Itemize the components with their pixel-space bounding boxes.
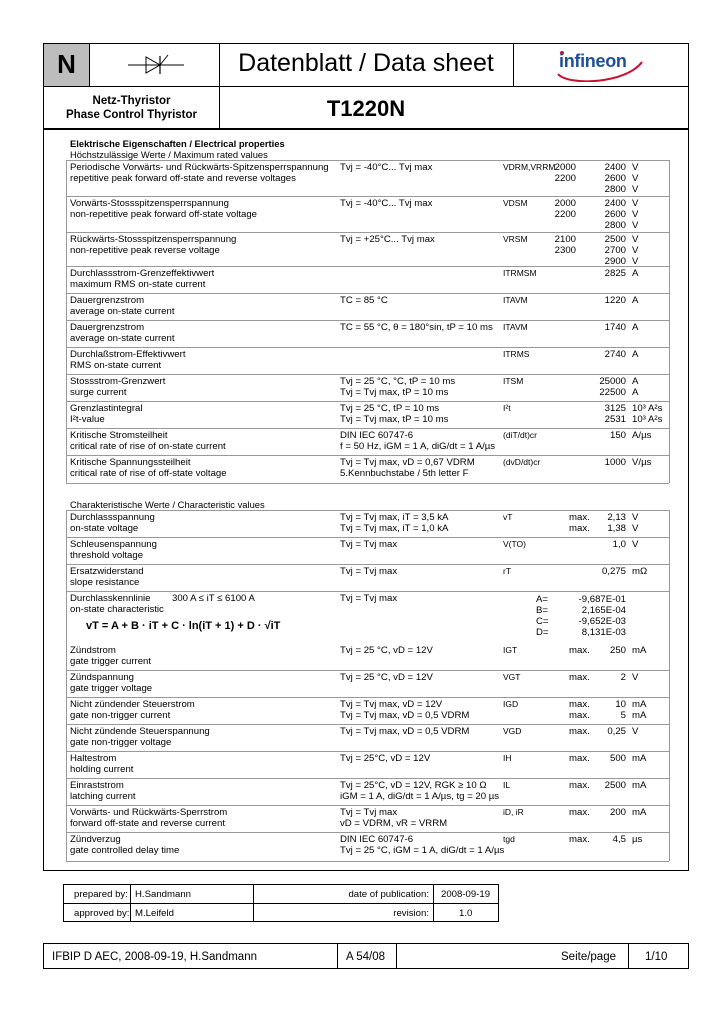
char-row-separator	[66, 751, 669, 752]
max-row-value: 2800	[604, 184, 626, 195]
max-row-min-value: 2200	[554, 173, 576, 184]
max-row-label-en: average on-state current	[70, 306, 175, 317]
char-row-unit: mA	[632, 753, 647, 764]
char-row-condition: Tvj = Tvj max	[340, 539, 398, 550]
char-row-condition: Tvj = Tvj max, vD = 12V	[340, 699, 443, 710]
max-row-unit: V	[632, 234, 639, 245]
char-row-minmax: max.	[569, 753, 590, 764]
char-row-symbol: IGT	[503, 645, 518, 655]
max-row-separator	[66, 374, 669, 375]
max-row-condition: Tvj = -40°C... Tvj max	[340, 198, 433, 209]
max-row-symbol: VRSM	[503, 234, 528, 244]
max-row-symbol: VDRM,VRRM	[503, 162, 556, 172]
max-row-unit: A/µs	[632, 430, 652, 441]
char-row-label-en: latching current	[70, 791, 136, 802]
char-row-symbol: VGT	[503, 672, 521, 682]
max-row-condition-2: 5.Kennbuchstabe / 5th letter F	[340, 468, 469, 479]
section-electrical: Elektrische Eigenschaften / Electrical properties	[70, 138, 285, 149]
coefficient-value: 2,165E-04	[581, 605, 626, 616]
max-row-unit: A	[632, 387, 639, 398]
char-row-minmax: max.	[569, 807, 590, 818]
char-row-label-en: gate non-trigger voltage	[70, 737, 172, 748]
char-row-unit: mA	[632, 645, 647, 656]
char-row-separator	[66, 724, 669, 725]
max-row-condition: Tvj = +25°C... Tvj max	[340, 234, 435, 245]
max-row-unit: V	[632, 245, 639, 256]
document-title: Datenblatt / Data sheet	[238, 49, 494, 77]
char-row-minmax: max.	[569, 726, 590, 737]
max-row-min-value: 2300	[554, 245, 576, 256]
max-row-condition: Tvj = 25 °C, °C, tP = 10 ms	[340, 376, 456, 387]
max-row-label-en: non-repetitive peak forward off-state voltage	[70, 209, 258, 220]
char-row-minmax: max.	[569, 512, 590, 523]
onstate-formula: vT = A + B · iT + C · ln(iT + 1) + D · √iT	[86, 620, 281, 632]
char-row-label-de: Nicht zündende Steuerspannung	[70, 726, 210, 737]
max-row-value: 2900	[604, 256, 626, 267]
max-row-separator	[66, 320, 669, 321]
coefficient-key: B=	[536, 605, 549, 616]
max-row-value: 2825	[604, 268, 626, 279]
max-row-label-en: non-repetitive peak reverse voltage	[70, 245, 220, 256]
approved-label: approved by:	[74, 908, 130, 919]
max-row-label-en: critical rate of rise of off-state voltage	[70, 468, 227, 479]
max-row-symbol: ITRMS	[503, 349, 530, 359]
char-row-unit: V	[632, 539, 639, 550]
char-row-condition-2: Tvj = 25 °C, iGM = 1 A, diG/dt = 1 A/µs	[340, 845, 505, 856]
char-row-minmax: max.	[569, 672, 590, 683]
char-row-label-de: Schleusenspannung	[70, 539, 157, 550]
char-row-symbol: IL	[503, 780, 511, 790]
char-table-right-edge	[669, 510, 670, 861]
max-row-unit: A	[632, 349, 639, 360]
max-row-value: 2531	[604, 414, 626, 425]
max-row-separator	[66, 232, 669, 233]
max-row-unit: V	[632, 173, 639, 184]
char-row-symbol: IH	[503, 753, 512, 763]
char-row-condition-2: vD = VDRM, vR = VRRM	[340, 818, 448, 829]
char-row-symbol: V(TO)	[503, 539, 526, 549]
onstate-label-en: on-state characteristic	[70, 604, 164, 615]
max-row-unit: A	[632, 295, 639, 306]
char-row-unit: mA	[632, 699, 647, 710]
max-row-separator	[66, 483, 669, 484]
max-row-condition: Tvj = -40°C... Tvj max	[340, 162, 433, 173]
char-row-condition: Tvj = Tvj max, iT = 3,5 kA	[340, 512, 449, 523]
footer-page-label: Seite/page	[561, 951, 616, 963]
char-row-symbol: IGD	[503, 699, 519, 709]
max-row-separator	[66, 266, 669, 267]
max-row-value: 3125	[604, 403, 626, 414]
char-row-separator	[66, 861, 669, 862]
char-row-separator	[66, 697, 669, 698]
max-row-separator	[66, 293, 669, 294]
char-row-unit: mΩ	[632, 566, 648, 577]
char-row-symbol: vT	[503, 512, 513, 522]
char-row-value: 1,0	[612, 539, 626, 550]
header-divider	[43, 86, 689, 87]
char-row-label-en: gate controlled delay time	[70, 845, 180, 856]
part-number: T1220N	[326, 96, 406, 121]
coefficient-key: C=	[536, 616, 549, 627]
max-row-symbol: ITRMSM	[503, 268, 537, 278]
footer-vline-3	[628, 943, 629, 969]
char-row-condition: Tvj = 25 °C, vD = 12V	[340, 645, 433, 656]
char-row-value: 10	[615, 699, 626, 710]
revision-label: revision:	[393, 908, 429, 919]
max-row-label-en: RMS on-state current	[70, 360, 162, 371]
char-row-condition-2: Tvj = Tvj max, iT = 1,0 kA	[340, 523, 449, 534]
char-row-label-de: Vorwärts- und Rückwärts-Sperrstrom	[70, 807, 228, 818]
char-row-separator	[66, 670, 669, 671]
char-row-value: 0,275	[601, 566, 626, 577]
max-row-label-de: Kritische Stromsteilheit	[70, 430, 168, 441]
max-row-value: 2740	[604, 349, 626, 360]
char-row-unit: V	[632, 523, 639, 534]
max-row-condition-2: Tvj = Tvj max, tP = 10 ms	[340, 387, 449, 398]
max-row-symbol: ITSM	[503, 376, 524, 386]
max-row-value: 2700	[604, 245, 626, 256]
max-row-value: 2500	[604, 234, 626, 245]
max-row-unit: 10³ A²s	[632, 403, 663, 414]
max-row-condition-2: f = 50 Hz, iGM = 1 A, diG/dt = 1 A/µs	[340, 441, 496, 452]
char-row-value: 500	[609, 753, 626, 764]
char-row-symbol: iD, iR	[503, 807, 524, 817]
char-row-unit: V	[632, 672, 639, 683]
max-row-symbol: VDSM	[503, 198, 528, 208]
char-row-minmax: max.	[569, 834, 590, 845]
char-row-condition: Tvj = 25°C, vD = 12V	[340, 753, 431, 764]
char-table-top-line	[66, 510, 669, 511]
char-row-minmax: max.	[569, 710, 590, 721]
max-row-separator	[66, 401, 669, 402]
max-row-condition: TC = 55 °C, θ = 180°sin, tP = 10 ms	[340, 322, 493, 333]
char-row-minmax: max.	[569, 523, 590, 534]
revision-value: 1.0	[459, 908, 473, 919]
coefficient-value: -9,687E-01	[578, 594, 626, 605]
char-row-minmax: max.	[569, 645, 590, 656]
approval-vline-1	[130, 884, 131, 922]
char-row-label-en: gate trigger current	[70, 656, 152, 667]
char-row-unit: µs	[632, 834, 643, 845]
max-row-label-en: average on-state current	[70, 333, 175, 344]
max-row-condition: TC = 85 °C	[340, 295, 388, 306]
max-row-condition-2: Tvj = Tvj max, tP = 10 ms	[340, 414, 449, 425]
char-row-symbol: rT	[503, 566, 512, 576]
char-row-label-en: threshold voltage	[70, 550, 144, 561]
char-row-unit: V	[632, 726, 639, 737]
max-row-unit: V/µs	[632, 457, 652, 468]
char-row-value: 250	[609, 645, 626, 656]
header-vline-3	[513, 43, 514, 86]
max-row-unit: 10³ A²s	[632, 414, 663, 425]
max-row-label-en: repetitive peak forward off-state and reverse voltages	[70, 173, 296, 184]
char-row-separator	[66, 778, 669, 779]
max-row-separator	[66, 196, 669, 197]
max-row-unit: V	[632, 209, 639, 220]
max-row-label-de: Stossstrom-Grenzwert	[70, 376, 166, 387]
max-row-unit: A	[632, 268, 639, 279]
max-row-unit: V	[632, 184, 639, 195]
char-row-symbol: VGD	[503, 726, 522, 736]
max-row-symbol: ITAVM	[503, 322, 528, 332]
onstate-range: 300 A ≤ iT ≤ 6100 A	[172, 593, 255, 604]
coefficient-key: A=	[536, 594, 549, 605]
char-row-condition: Tvj = Tvj max, vD = 0,5 VDRM	[340, 726, 470, 737]
max-row-label-de: Dauergrenzstrom	[70, 322, 145, 333]
coefficient-value: -9,652E-03	[578, 616, 626, 627]
max-row-value: 1740	[604, 322, 626, 333]
char-row-condition: Tvj = 25°C, vD = 12V, RGK ≥ 10 Ω	[340, 780, 487, 791]
char-row-condition-2: iGM = 1 A, diG/dt = 1 A/µs, tg = 20 µs	[340, 791, 500, 802]
char-row-label-en: gate trigger voltage	[70, 683, 153, 694]
max-row-symbol: (diT/dt)cr	[503, 430, 537, 440]
char-row-label-de: Durchlassspannung	[70, 512, 155, 523]
max-row-label-de: Grenzlastintegral	[70, 403, 143, 414]
prepared-label: prepared by:	[74, 889, 128, 900]
max-row-value: 2800	[604, 220, 626, 231]
max-row-value: 22500	[599, 387, 626, 398]
max-row-value: 2600	[604, 173, 626, 184]
onstate-condition: Tvj = Tvj max	[340, 593, 398, 604]
char-row-condition: DIN IEC 60747-6	[340, 834, 414, 845]
char-row-value: 2	[620, 672, 626, 683]
char-row-symbol: tgd	[503, 834, 515, 844]
max-row-label-de: Durchlassstrom-Grenzeffektivwert	[70, 268, 215, 279]
coefficient-value: 8,131E-03	[581, 627, 626, 638]
max-row-unit: V	[632, 162, 639, 173]
max-row-value: 2400	[604, 162, 626, 173]
char-row-value: 2500	[604, 780, 626, 791]
char-row-value: 5	[620, 710, 626, 721]
char-row-separator	[66, 537, 669, 538]
max-row-unit: V	[632, 198, 639, 209]
max-row-label-de: Kritische Spannungssteilheit	[70, 457, 191, 468]
date-label: date of publication:	[348, 889, 429, 900]
char-row-minmax: max.	[569, 780, 590, 791]
max-row-label-en: maximum RMS on-state current	[70, 279, 206, 290]
char-row-label-de: Zündverzug	[70, 834, 121, 845]
char-row-label-en: slope resistance	[70, 577, 140, 588]
char-row-label-de: Zündspannung	[70, 672, 135, 683]
max-row-value: 1000	[604, 457, 626, 468]
approval-vline-3	[433, 884, 434, 922]
char-row-label-en: holding current	[70, 764, 134, 775]
category-de: Netz-Thyristor	[92, 95, 171, 107]
max-row-value: 1220	[604, 295, 626, 306]
char-row-label-de: Nicht zündender Steuerstrom	[70, 699, 195, 710]
char-row-condition: Tvj = Tvj max	[340, 566, 398, 577]
max-row-label-en: I²t-value	[70, 414, 105, 425]
max-row-symbol: I²t	[503, 403, 511, 413]
char-row-value: 2,13	[607, 512, 626, 523]
char-row-separator	[66, 805, 669, 806]
max-row-min-value: 2100	[554, 234, 576, 245]
max-row-min-value: 2000	[554, 198, 576, 209]
infineon-logo-text: infineon	[559, 51, 627, 71]
char-row-label-de: Zündstrom	[70, 645, 116, 656]
max-row-value: 2600	[604, 209, 626, 220]
footer-num: A 54/08	[346, 951, 386, 963]
char-row-separator	[66, 832, 669, 833]
max-row-condition: DIN IEC 60747-6	[340, 430, 414, 441]
onstate-label-de: Durchlasskennlinie	[70, 593, 151, 604]
type-letter: N	[57, 49, 76, 79]
max-row-condition: Tvj = Tvj max, vD = 0,67 VDRM	[340, 457, 475, 468]
max-row-label-en: surge current	[70, 387, 127, 398]
prepared-value: H.Sandmann	[135, 889, 191, 900]
max-row-label-de: Vorwärts-Stossspitzensperrspannung	[70, 198, 229, 209]
max-row-label-de: Periodische Vorwärts- und Rückwärts-Spitzensperrspannung	[70, 162, 329, 173]
char-row-label-de: Ersatzwiderstand	[70, 566, 144, 577]
max-row-value: 25000	[599, 376, 626, 387]
max-row-label-en: critical rate of rise of on-state current	[70, 441, 226, 452]
char-row-label-en: gate non-trigger current	[70, 710, 171, 721]
char-row-unit: mA	[632, 807, 647, 818]
max-row-value: 2400	[604, 198, 626, 209]
max-row-separator	[66, 428, 669, 429]
max-row-label-de: Rückwärts-Stossspitzensperrspannung	[70, 234, 237, 245]
section-characteristic: Charakteristische Werte / Characteristic values	[70, 499, 265, 510]
max-row-unit: A	[632, 376, 639, 387]
char-row-value: 200	[609, 807, 626, 818]
thyristor-symbol-icon	[126, 52, 186, 78]
header-vline-1	[89, 43, 90, 86]
char-row-value: 1,38	[607, 523, 626, 534]
footer-page: 1/10	[645, 951, 668, 963]
coefficient-key: D=	[536, 627, 549, 638]
char-table-left-edge	[66, 510, 67, 861]
char-row-condition-2: Tvj = Tvj max, vD = 0,5 VDRM	[340, 710, 470, 721]
char-row-label-en: forward off-state and reverse current	[70, 818, 225, 829]
char-row-condition: Tvj = 25 °C, vD = 12V	[340, 672, 433, 683]
max-row-unit: V	[632, 220, 639, 231]
footer-doc: IFBIP D AEC, 2008-09-19, H.Sandmann	[52, 951, 257, 963]
char-row-minmax: max.	[569, 699, 590, 710]
max-row-min-value: 2000	[554, 162, 576, 173]
char-row-unit: V	[632, 512, 639, 523]
max-row-symbol: (dvD/dt)cr	[503, 457, 541, 467]
max-row-unit: V	[632, 256, 639, 267]
char-row-unit: mA	[632, 780, 647, 791]
footer-vline-2	[396, 943, 397, 969]
max-row-condition: Tvj = 25 °C, tP = 10 ms	[340, 403, 440, 414]
max-table-top-line	[66, 160, 669, 161]
char-row-label-de: Einraststrom	[70, 780, 124, 791]
approved-value: M.Leifeld	[135, 908, 174, 919]
max-row-label-de: Dauergrenzstrom	[70, 295, 145, 306]
char-row-label-en: on-state voltage	[70, 523, 139, 534]
max-row-symbol: ITAVM	[503, 295, 528, 305]
max-table-right-edge	[669, 160, 670, 483]
max-row-unit: A	[632, 322, 639, 333]
max-row-separator	[66, 455, 669, 456]
max-row-label-de: Durchlaßstrom-Effektivwert	[70, 349, 186, 360]
footer-vline-1	[337, 943, 338, 969]
char-row-unit: mA	[632, 710, 647, 721]
max-table-left-edge	[66, 160, 67, 483]
char-row-separator	[66, 564, 669, 565]
max-row-separator	[66, 347, 669, 348]
max-row-min-value: 2200	[554, 209, 576, 220]
max-row-value: 150	[609, 430, 626, 441]
category-en: Phase Control Thyristor	[66, 109, 197, 121]
char-row-separator	[66, 591, 669, 592]
char-row-condition: Tvj = Tvj max	[340, 807, 398, 818]
char-row-label-de: Haltestrom	[70, 753, 117, 764]
char-row-value: 0,25	[607, 726, 626, 737]
char-row-value: 4,5	[612, 834, 626, 845]
date-value: 2008-09-19	[441, 889, 491, 900]
section-max-rated: Höchstzulässige Werte / Maximum rated values	[70, 149, 268, 160]
